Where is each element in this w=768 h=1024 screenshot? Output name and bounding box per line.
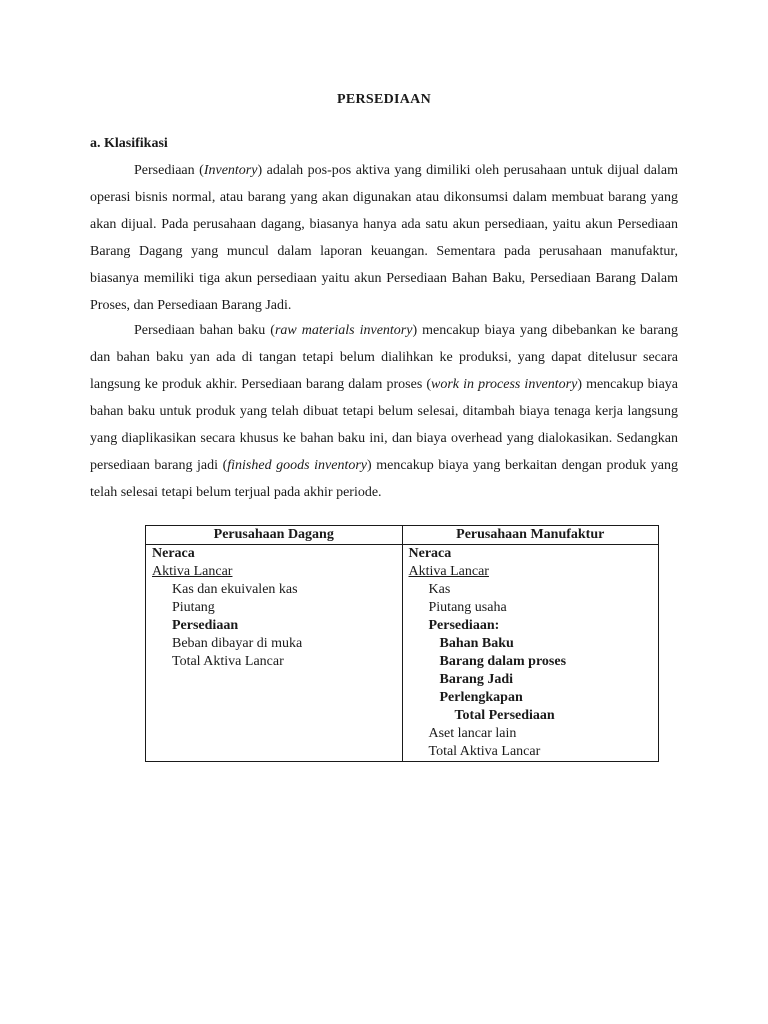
page-title: PERSEDIAAN [336,92,431,107]
table-body-row [146,545,659,762]
manufaktur-neraca: Neraca [408,546,452,561]
paragraph-2 [90,317,678,506]
manufaktur-total: Total Aktiva Lancar [428,744,541,759]
dagang-column [146,545,403,762]
manufaktur-total-persediaan: Total Persediaan [454,708,555,723]
dagang-persediaan: Persediaan [172,618,239,633]
manufaktur-aktiva-lancar: Aktiva Lancar [408,564,489,579]
dagang-piutang: Piutang [172,600,215,615]
paragraph-2-text-a: Persediaan bahan baku ( [134,323,275,338]
paragraph-2-italic-a: raw materials inventory [274,323,413,338]
manufaktur-bahan-baku: Bahan Baku [439,636,514,651]
section-heading: a. Klasifikasi [90,136,168,151]
dagang-neraca: Neraca [152,546,195,561]
header-manufaktur: Perusahaan Manufaktur [402,526,659,545]
manufaktur-barang-proses: Barang dalam proses [439,654,567,669]
header-dagang: Perusahaan Dagang [146,526,403,545]
dagang-total: Total Aktiva Lancar [172,654,284,669]
paragraph-1 [90,157,678,319]
dagang-aktiva-lancar: Aktiva Lancar [152,564,233,579]
dagang-beban: Beban dibayar di muka [172,636,303,651]
dagang-kas: Kas dan ekuivalen kas [172,582,298,597]
paragraph-2-text-c: ) mencakup biaya bahan baku untuk produk yang telah dibuat tetapi belum selesai, ditambah biaya tenaga kerja langsung yang diaplikasikan secara khusus ke bahan baku ini, dan biaya overhead yang dialokasikan. Sedangkan persediaan barang jadi ( [90,377,679,473]
paragraph-1-text-b: ) adalah pos-pos aktiva yang dimiliki oleh perusahaan untuk dijual dalam operasi bisnis normal, atau barang yang akan digunakan atau dikonsumsi dalam membuat barang yang akan dijual. Pada perusahaan dagang, biasanya hanya ada satu akun persediaan, yaitu akun Persediaan Barang Dagang yang muncul dalam laporan keuangan. Sementara pada perusahaan manufaktur, biasanya memiliki tiga akun persediaan yaitu akun Persediaan Bahan Baku, Persediaan Barang Dalam Proses, dan Persediaan Barang Jadi. [90,163,678,313]
inventory-comparison-table [145,525,659,762]
paragraph-1-italic-a: Inventory [203,163,258,178]
manufaktur-piutang: Piutang usaha [428,600,507,615]
table-header-row [146,526,659,545]
manufaktur-perlengkapan: Perlengkapan [439,690,523,705]
paragraph-2-italic-b: work in process inventory [431,377,578,392]
paragraph-2-italic-c: finished goods inventory [227,458,368,473]
paragraph-2-text-b: ) mencakup biaya yang dibebankan ke barang dan bahan baku yan ada di tangan tetapi belum dialihkan ke produksi, yang dapat ditelusur secara langsung ke produk akhir. Persediaan barang dalam proses ( [90,323,679,392]
manufaktur-aset-lain: Aset lancar lain [428,726,517,741]
manufaktur-column [402,545,659,762]
manufaktur-kas: Kas [428,582,451,597]
paragraph-2-text-d: ) mencakup biaya yang berkaitan dengan produk yang telah selesai tetapi belum terjual pada akhir periode. [90,458,678,500]
manufaktur-persediaan: Persediaan: [428,618,500,633]
manufaktur-barang-jadi: Barang Jadi [439,672,514,687]
paragraph-1-text-a: Persediaan ( [134,163,204,178]
